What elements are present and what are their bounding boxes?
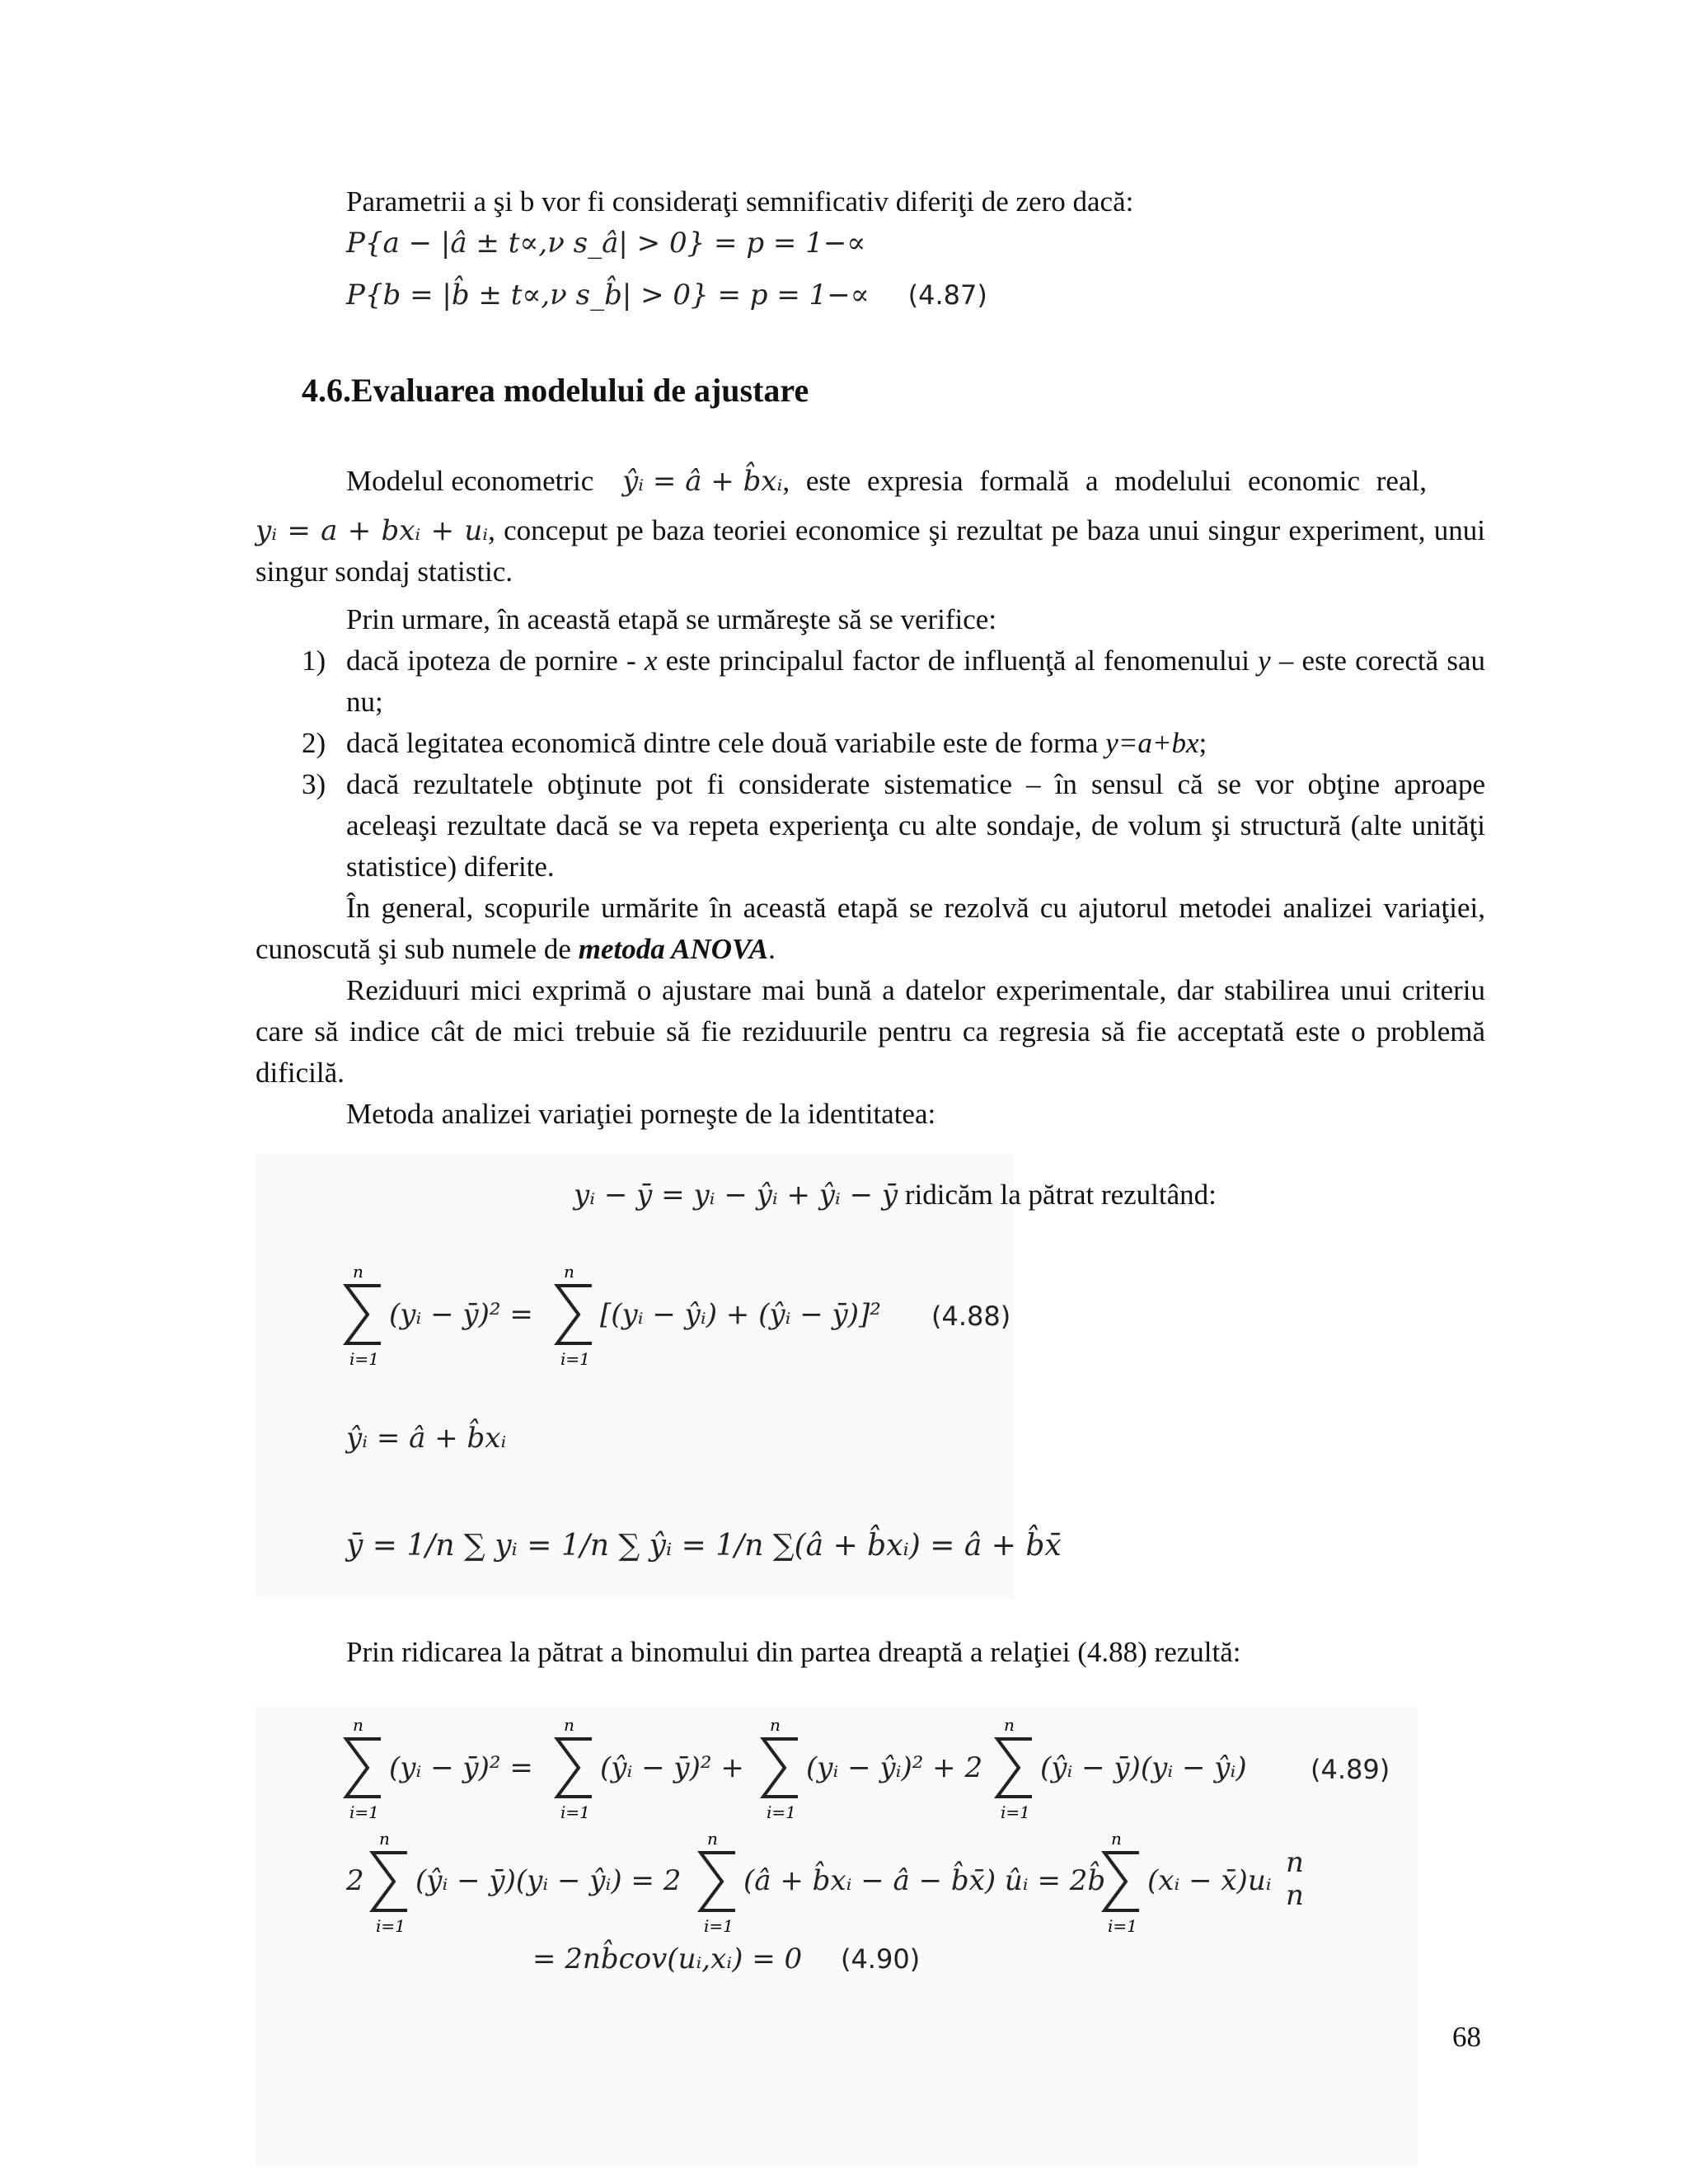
paragraph-square: Prin ridicarea la pătrat a binomului din partea dreaptă a relaţiei (4.88) rezultă: <box>346 1636 1241 1668</box>
sum-upper-label: n <box>1004 1715 1015 1735</box>
sum-symbol-488-left <box>343 1261 386 1368</box>
sum-lower-label: i=1 <box>560 1349 590 1368</box>
equation-489-term4: (ŷᵢ − ȳ)(yᵢ − ŷᵢ) <box>1040 1751 1247 1784</box>
equation-490-fraction <box>1286 1846 1304 1912</box>
equation-488-lhs: (yᵢ − ȳ)² = <box>389 1298 533 1331</box>
sum-lower-label: i=1 <box>767 1802 796 1821</box>
list-item-3: dacă rezultatele obţinute pot fi considerate sistematice – în sensul că se vor obţine aproape aceleaşi rezultate dacă se va repeta experienţa cu alte sondaje, de volum şi structură (alte unităţi statistice) diferite. <box>346 768 1485 883</box>
sum-symbol-489-1 <box>343 1714 386 1821</box>
paragraph-verify: Prin urmare, în această etapă se urmăreşte să se verifice: <box>346 603 997 635</box>
list-item-1-var-x: x <box>644 644 658 677</box>
equation-489-term3: (yᵢ − ŷᵢ)² + 2 <box>806 1751 983 1784</box>
sum-lower-label: i=1 <box>349 1802 379 1821</box>
list-item-2-post: ; <box>1198 727 1207 759</box>
p3-text: În general, scopurile urmărite în această etapă se rezolvă cu ajutorul metodei analizei variaţiei, cunoscută şi sub numele de <box>256 892 1485 965</box>
list-item-1-var-y: y <box>1258 644 1271 677</box>
equation-487-number: (4.87) <box>907 279 987 311</box>
list-item-1-number: 1) <box>302 644 326 677</box>
section-heading: 4.6.Evaluarea modelului de ajustare <box>302 372 809 409</box>
sum-upper-label: n <box>353 1262 363 1282</box>
sum-symbol-488-right <box>554 1261 597 1368</box>
paragraph-anova <box>256 888 1485 970</box>
equation-487-b <box>346 279 987 312</box>
sum-upper-label: n <box>564 1262 574 1282</box>
list-item-2-number: 2) <box>302 727 326 759</box>
fraction-numerator: n <box>1286 1846 1304 1879</box>
sum-symbol-490-3 <box>1101 1828 1144 1935</box>
equation-490-term3: (xᵢ − x̄)uᵢ <box>1147 1864 1272 1897</box>
equation-yhat: ŷᵢ = â + b̂xᵢ <box>346 1422 507 1455</box>
p1-model-real: yᵢ = a + bxᵢ + uᵢ <box>256 514 489 547</box>
sum-upper-label: n <box>379 1829 390 1849</box>
sum-upper-label: n <box>353 1715 363 1735</box>
equation-487-b-body: P{b = |b̂ ± t∝,ν s_b̂| > 0} = p = 1−∝ <box>346 279 870 312</box>
equation-490-line2 <box>532 1943 920 1975</box>
list-item-1-pre: dacă ipoteza de pornire - <box>346 644 645 677</box>
list-item-2 <box>346 723 1485 764</box>
paragraph-identity-intro: Metoda analizei variaţiei porneşte de la identitatea: <box>346 1098 936 1130</box>
sum-symbol-489-3 <box>760 1714 803 1821</box>
equation-489-term2: (ŷᵢ − ȳ)² + <box>600 1751 744 1784</box>
list-item-3-number: 3) <box>302 768 326 800</box>
list-item-1 <box>346 640 1485 723</box>
equation-490-coef: 2 <box>346 1864 364 1897</box>
p1-model-hat: ŷᵢ = â + b̂xᵢ <box>622 465 783 498</box>
sum-lower-label: i=1 <box>1108 1916 1137 1935</box>
sum-upper-label: n <box>564 1715 574 1735</box>
equation-489-term1: (yᵢ − ȳ)² = <box>389 1751 533 1784</box>
identity-text: ridicăm la pătrat rezultând: <box>898 1179 1217 1211</box>
sum-lower-label: i=1 <box>349 1349 379 1368</box>
identity-math: yᵢ − ȳ = yᵢ − ŷᵢ + ŷᵢ − ȳ <box>574 1179 898 1212</box>
sum-symbol-489-4 <box>994 1714 1037 1821</box>
sum-upper-label: n <box>707 1829 718 1849</box>
fraction-denominator: n <box>1286 1879 1304 1912</box>
sum-symbol-490-1 <box>369 1828 412 1935</box>
sum-lower-label: i=1 <box>560 1802 590 1821</box>
p3-period: . <box>768 933 776 965</box>
sum-lower-label: i=1 <box>376 1916 406 1935</box>
equation-488-number: (4.88) <box>931 1301 1011 1332</box>
list-item-1-post: – este corectă sau nu; <box>346 644 1486 718</box>
paragraph-model-line2 <box>256 510 1485 593</box>
identity-line <box>574 1174 1217 1216</box>
equation-490-term2: (â + b̂xᵢ − â − b̂x̄) ûᵢ = 2b̂ <box>743 1864 1106 1897</box>
sum-lower-label: i=1 <box>704 1916 734 1935</box>
equation-487-a: P{a − |â ± t∝,ν s_â| > 0} = p = 1−∝ <box>346 227 866 260</box>
sum-lower-label: i=1 <box>1001 1802 1030 1821</box>
list-item-2-pre: dacă legitatea economică dintre cele două variabile este de forma <box>346 727 1106 759</box>
list-item-2-formula: y=a+bx <box>1105 727 1199 759</box>
p1-text-a: Modelul econometric <box>346 465 594 497</box>
anova-term: metoda ANOVA <box>578 933 769 965</box>
sum-upper-label: n <box>1111 1829 1122 1849</box>
equation-490-line2-body: = 2nb̂cov(uᵢ,xᵢ) = 0 <box>532 1943 803 1975</box>
sum-symbol-489-2 <box>554 1714 597 1821</box>
list-item-1-mid: este principalul factor de influenţă al fenomenului <box>657 644 1259 677</box>
intro-text: Parametrii a şi b vor fi consideraţi semnificativ diferiţi de zero dacă: <box>346 185 1134 218</box>
p1-text-b: , este expresia formală a modelului economic real, <box>782 465 1427 497</box>
sum-symbol-490-2 <box>697 1828 740 1935</box>
equation-ybar: ȳ = 1/n ∑ yᵢ = 1/n ∑ ŷᵢ = 1/n ∑(â + b̂xᵢ) = â + b̂x̄ <box>346 1529 1062 1563</box>
paragraph-residuals: Reziduuri mici exprimă o ajustare mai bună a datelor experimentale, dar stabilirea unui criteriu care să indice cât de mici trebuie să fie reziduurile pentru ca regresia să fie acceptată este o problemă dificilă. <box>256 974 1485 1089</box>
paragraph-model-line1 <box>346 461 1485 502</box>
p1-text-c: , conceput pe baza teoriei economice şi rezultat pe baza unui singur experiment, unui singur sondaj statistic. <box>256 514 1485 588</box>
sum-upper-label: n <box>770 1715 781 1735</box>
equation-490-term1: (ŷᵢ − ȳ)(yᵢ − ŷᵢ) = 2 <box>415 1864 682 1897</box>
equation-489-number: (4.89) <box>1311 1754 1390 1785</box>
equation-490-number: (4.90) <box>840 1943 921 1975</box>
page-number: 68 <box>1452 2021 1481 2053</box>
equation-488-rhs: [(yᵢ − ŷᵢ) + (ŷᵢ − ȳ)]² <box>600 1298 881 1331</box>
